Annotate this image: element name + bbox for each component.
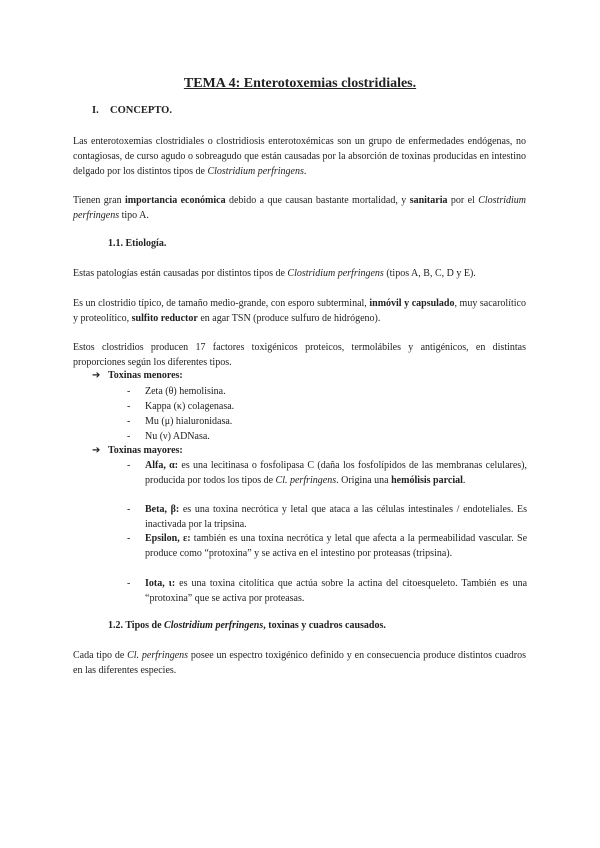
subsection-heading-tipos: 1.2. Tipos de Clostridium perfringens, toxinas y cuadros causados. [108, 620, 386, 631]
toxin-item-beta: - Beta, β: es una toxina necrótica y letal que ataca a las células intestinales / endoteliales. Es inactivada por la tripsina. [127, 504, 527, 530]
section-label: CONCEPTO. [110, 105, 172, 116]
arrow-icon: ➔ [92, 445, 101, 456]
clostridium-paragraph: Es un clostridio típico, de tamaño medio-grande, con esporo subterminal, inmóvil y capsulado, muy sacarolítico y proteolítico, sulfito reductor en agar TSN (produce sulfuro de hidrógeno). [73, 298, 526, 324]
list-item: - Nu (ν) ADNasa. [127, 431, 210, 442]
section-number: I. [92, 105, 99, 116]
types-paragraph: Cada tipo de Cl. perfringens posee un espectro toxigénico definido y en consecuencia produce distintos cuadros en las diferentes especies. [73, 650, 527, 676]
page-title: TEMA 4: Enterotoxemias clostridiales. [183, 76, 417, 91]
toxin-item-alfa: - Alfa, α: es una lecitinasa o fosfolipasa C (daña los fosfolípidos de las membranas celulares), producida por todos los tipos de Cl. perfringens. Origina una hemólisis parcial. [127, 460, 528, 486]
bullet-major-toxins: ➔ Toxinas mayores: [92, 445, 183, 456]
section-heading-concepto [92, 105, 172, 116]
importance-paragraph: Tienen gran importancia económica debido a que causan bastante mortalidad, y sanitaria por el Clostridium perfringens tipo A. [73, 195, 527, 221]
etiology-paragraph: Estas patologías están causadas por distintos tipos de Clostridium perfringens (tipos A, B, C, D y E). [73, 268, 476, 279]
toxin-item-iota: - Iota, ι: es una toxina citolítica que actúa sobre la actina del citoesqueleto. También es una “protoxina” que se activa por proteasas. [127, 578, 528, 604]
toxin-item-epsilon: - Epsilon, ε: también es una toxina necrótica y letal que afecta a la permeabilidad vascular. Se produce como “protoxina” y se activa en el intestino por proteasas (tripsina). [127, 533, 528, 559]
arrow-icon: ➔ [92, 370, 101, 381]
list-item: - Zeta (θ) hemolisina. [127, 386, 226, 397]
list-item: - Kappa (κ) colagenasa. [127, 401, 235, 412]
bullet-minor-toxins: ➔ Toxinas menores: [92, 370, 183, 381]
list-item: - Mu (μ) hialuronidasa. [127, 416, 233, 427]
concept-paragraph: Las enterotoxemias clostridiales o clostridiosis enterotoxémicas son un grupo de enfermedades endógenas, no contagiosas, de curso agudo o sobreagudo que están causadas por la absorción de toxinas producidas en intestino delgado por los distintos tipos de Clostridium perfringens. [73, 136, 526, 177]
subsection-heading-etiologia: 1.1. Etiología. [108, 238, 167, 249]
factors-paragraph: Estos clostridios producen 17 factores toxigénicos proteicos, termolábiles y antigénicos, en distintas proporciones según los diferentes tipos. [73, 342, 526, 368]
